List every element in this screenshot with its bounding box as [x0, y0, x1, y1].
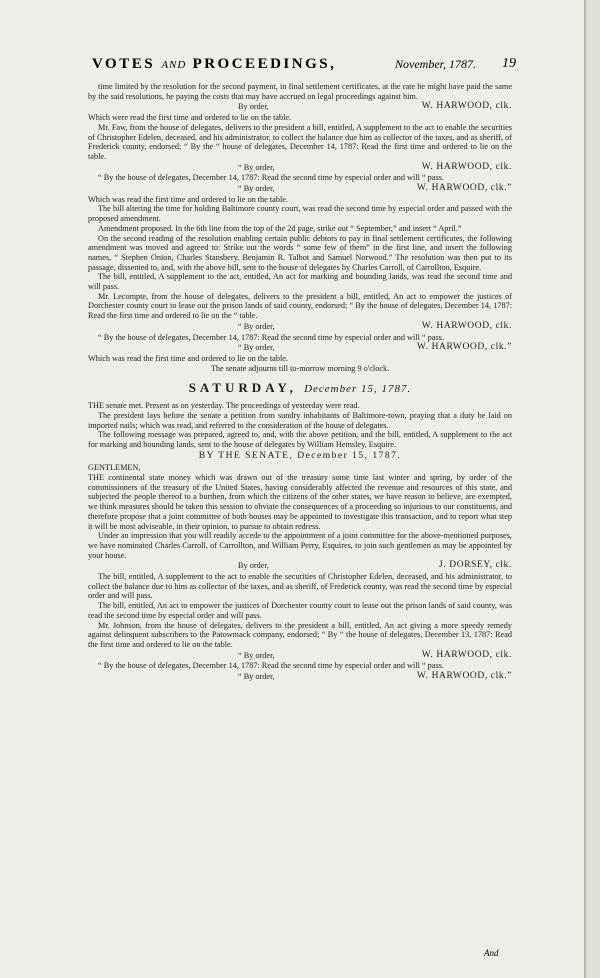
- signature-line: [88, 163, 512, 173]
- signature-clerk: J. DORSEY, clk.: [439, 560, 512, 571]
- section-friday: [88, 82, 512, 373]
- header-date: November, 1787.: [395, 57, 476, 71]
- signature-clerk: W. HARWOOD, clk.”: [416, 342, 512, 353]
- paragraph: Which were read the first time and ordered to lie on the table.: [88, 113, 292, 123]
- paragraph: The bill, entitled, A supplement to the act to enable the securities of Christopher Edelen, deceased, and his administrator, to collect the balance due to him as collector of the taxes, and as sheriff, of Frederick county, was read the second time by especial order and will pass.: [88, 572, 512, 601]
- document-body: [88, 82, 512, 683]
- signature-line: [88, 184, 512, 194]
- day-heading: [88, 380, 512, 396]
- signature-clerk: W. HARWOOD, clk.: [421, 320, 512, 331]
- running-title: [92, 56, 336, 73]
- senate-message-heading: BY THE SENATE, December 15, 1787.: [198, 450, 402, 461]
- title-proceedings: PROCEEDINGS,: [192, 56, 337, 72]
- title-and: AND: [161, 59, 187, 71]
- signature-by-order: By order,: [238, 102, 269, 112]
- paragraph: The bill, entitled, An act to empower the justices of Dorchester county court to lease out the prison lands of said county, was read the second time by especial order and will pass.: [88, 601, 512, 620]
- paragraph: The senate adjourns till to-morrow morning 9 o'clock.: [210, 363, 390, 373]
- day-heading-day: SATURDAY,: [188, 380, 297, 396]
- paragraph: On the second reading of the resolution enabling certain public debtors to pay in final settlement certificates, the following amendment was moved and agreed to: Strike out the words “ some few of them” in the first line, and insert the following names, “ Stephen Onion, Charles Stansbery, Benjamin R. Talbot and Samuel Norwood.” The resolution was then put to its passage, dissented to, and, with the above bill, sent to the house of delegates by Charles Carroll, of Carrollton, Esquire.: [88, 233, 512, 272]
- paragraph: Mr. Lecompte, from the house of delegates, delivers to the president a bill, entitled, An act to empower the justices of Dorchester county court to lease out the prison lands of said county, endorsed; “ By the house of delegates, December 14, 1787: Read the first time and ordered to lie on the “ table.: [88, 291, 512, 321]
- signature-line: [88, 322, 512, 332]
- paragraph: Under an impression that you will readily accede to the appointment of a joint committee for the above-mentioned purposes, we have nominated Charles Carroll, of Carrollton, and William Perry, Esquires, to join such gentlemen as may be appointed by your house.: [88, 531, 512, 560]
- paragraph: The bill, entitled, A supplement to the act, entitled, An act for marking and bounding lands, was read the second time and will pass.: [88, 272, 512, 292]
- paragraph: Which was read the first time and ordered to lie on the table.: [88, 353, 288, 363]
- paragraph: Which was read the first time and ordered to lie on the table.: [88, 194, 288, 204]
- paragraph: THE senate met. Present as on yesterday. The proceedings of yesterday were read.: [88, 401, 360, 411]
- paragraph: THE continental state money which was drawn out of the treasury some time last winter and spring, by order of the commissioners of the treasury of the United States, having considerably affected the revenue and resources of this state, and subjected the people thereof to a burthen, from which the citizens of the other states, we have reason to believe, are exempted, we think measures should be taken this session to obviate the consequences of a proceeding so injurious to our constituents, and therefore propose that a joint committee of both houses may be appointed to investigate this transaction, and to report what step it will be most adviseable, in their opinion, to pursue to obtain redress.: [88, 473, 512, 531]
- signature-line: [88, 343, 512, 353]
- signature-by-order: “ By order,: [238, 650, 275, 660]
- paragraph: time limited by the resolution for the second payment, in final settlement certificates, at the rate he might have paid the same by the said resolutions, he paying the costs that may have accrued on legal proceedings against him.: [88, 82, 512, 101]
- signature-clerk: W. HARWOOD, clk.: [421, 161, 512, 172]
- section-message: [88, 473, 512, 682]
- signature-by-order: “ By order,: [238, 672, 275, 682]
- signature-line: [88, 561, 512, 571]
- title-votes: VOTES: [92, 56, 156, 72]
- signature-line: [88, 651, 512, 661]
- signature-by-order: “ By order,: [238, 162, 275, 172]
- signature-by-order: “ By order,: [238, 343, 275, 353]
- signature-line: [88, 102, 512, 112]
- page-header: [92, 56, 516, 78]
- signature-clerk: W. HARWOOD, clk.: [421, 101, 512, 112]
- signature-by-order: By order,: [238, 561, 269, 571]
- salutation: GENTLEMEN,: [88, 463, 141, 473]
- paragraph: The president lays before the senate a petition from sundry inhabitants of Baltimore-town, praying that a duty be laid on imported nails; which was read, and referred to the consideration of the house of delegates.: [88, 410, 512, 430]
- signature-clerk: W. HARWOOD, clk.”: [416, 183, 512, 194]
- paragraph: The bill altering the time for holding Baltimore county court, was read the second time by especial order and passed with the proposed amendment.: [88, 204, 512, 224]
- paragraph: “ By the house of delegates, December 14, 1787: Read the second time by especial order and will “ pass.: [98, 332, 444, 342]
- page-number: 19: [502, 56, 516, 71]
- signature-clerk: W. HARWOOD, clk.”: [416, 671, 512, 682]
- signature-by-order: “ By order,: [238, 321, 275, 331]
- paragraph: Mr. Faw, from the house of delegates, delivers to the president a bill, entitled, A supplement to the act to enable the securities of Christopher Edelen, deceased, and his administrator, to collect the balance due him as collector of the taxes, and as sheriff, of Frederick county, endorsed; “ By the “ house of delegates, December 14, 1787: Read the first time and ordered to lie on the table.: [88, 122, 512, 161]
- paragraph: The following message was prepared, agreed to, and, with the above petition, and the bill, entitled, A supplement to the act for marking and bounding lands, sent to the house of delegates by William Hemsley, Esquire.: [88, 430, 512, 449]
- catchword: And: [484, 948, 499, 958]
- section-saturday: [88, 401, 512, 450]
- paragraph: “ By the house of delegates, December 14, 1787: Read the second time by especial order and will “ pass.: [98, 661, 444, 671]
- day-heading-date: December 15, 1787.: [304, 383, 412, 396]
- page-edge: [584, 0, 600, 978]
- paragraph: Amendment proposed. In the 6th line from the top of the 2d page, strike out “ September,” and insert “ April.”: [98, 223, 462, 233]
- paragraph: Mr. Johnson, from the house of delegates, delivers to the president a bill, entitled, An act giving a more speedy remedy against delinquent subscribers to the Patowmack company, endorsed; “ By “ the house of delegates, December 13, 1787: Read the first time and ordered to lie on the table.: [88, 620, 512, 649]
- paragraph: “ By the house of delegates, December 14, 1787: Read the second time by especial order and will “ pass.: [98, 173, 444, 183]
- signature-clerk: W. HARWOOD, clk.: [421, 649, 512, 660]
- signature-line: [88, 672, 512, 682]
- signature-by-order: “ By order,: [238, 184, 275, 194]
